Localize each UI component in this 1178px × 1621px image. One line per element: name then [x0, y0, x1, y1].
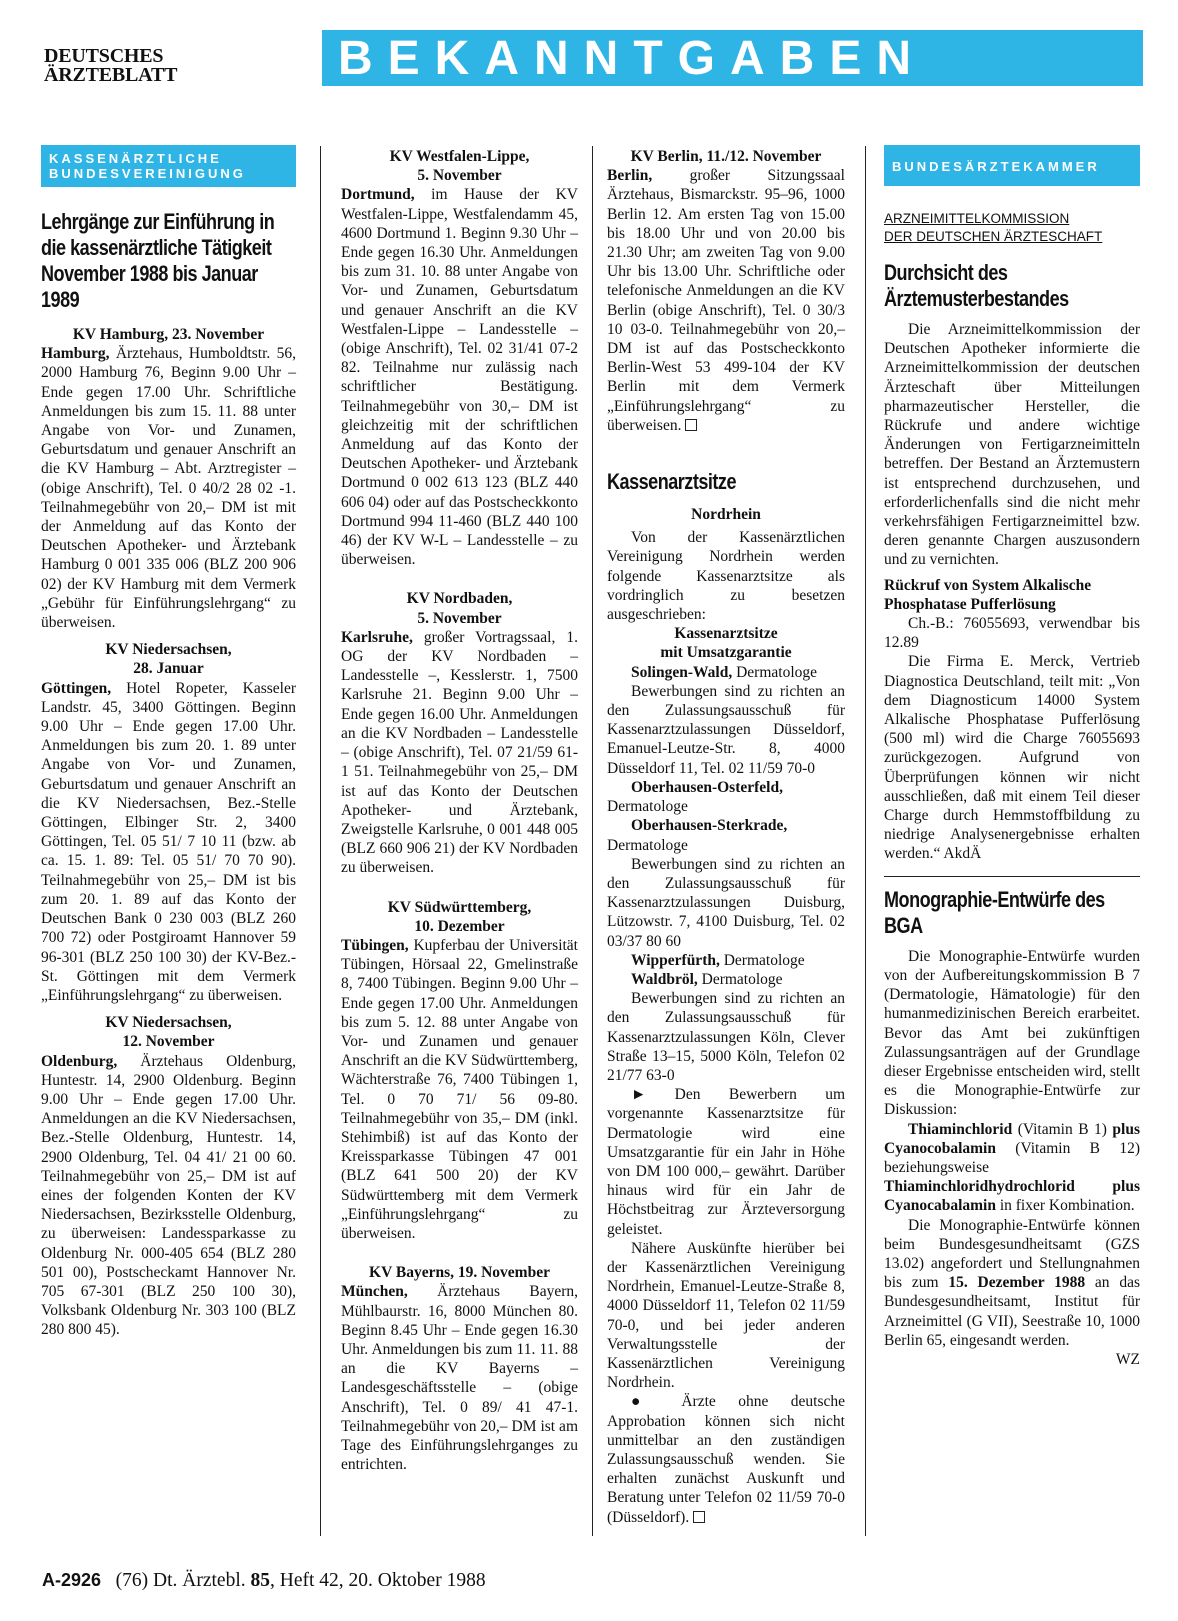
entry-place: Göttingen,	[41, 679, 112, 697]
entry-text	[341, 936, 578, 1243]
listing: Oberhausen-Sterkrade, Dermatologe	[607, 817, 788, 854]
masthead-logo	[44, 47, 177, 85]
masthead-line2: ÄRZTEBLATT	[44, 64, 178, 86]
listing: Solingen-Wald, Dermatologe	[631, 663, 818, 681]
commission-label: ARZNEIMITTELKOMMISSION DER DEUTSCHEN ÄRZTESCHAFT	[884, 211, 1103, 244]
column-divider	[592, 146, 593, 1536]
recall-heading: Rückruf von System Alkalische Phosphatase Pufferlösung	[884, 576, 1092, 613]
entry-place: Oldenburg,	[41, 1052, 118, 1070]
entry-place: Dortmund,	[341, 186, 415, 204]
entry-text	[607, 166, 845, 435]
column-divider	[865, 146, 866, 1536]
entry-text	[341, 185, 578, 569]
article-headline: Durchsicht des Ärztemusterbestandes	[884, 260, 1069, 311]
page-footer	[42, 1570, 486, 1592]
listing-text: Bewerbungen sind zu richten an den Zulassungsausschuß für Kassenarztzulassungen Duisburg, Lützowstr. 7, 4100 Duisburg, Tel. 02 03/37 80 60	[607, 855, 845, 950]
recall-batch: Ch.-B.: 76055693, verwendbar bis 12.89	[884, 615, 1140, 652]
entry-body: Hotel Ropeter, Kasseler Landstr. 45, 3400 Göttingen. Beginn 9.00 Uhr – Ende gegen 17.00 Uhr. Anmeldungen bis zum 20. 1. 89 unter Angabe von Vor- und Zunamen, Geburtsdatum und genauer Anschrift an die KV Niedersachsen, Bez.-Stelle Göttingen, Elbinger Str. 2, 3400 Göttingen, Tel. 05 51/ 7 10 11 (bzw. ab ca. 15. 1. 89: Tel. 05 51/ 70 70 90). Teilnahmegebühr von 25,– DM ist bis zum 20. 1. 89 auf das Konto der Deutschen Bank 0 230 003 (BLZ 260 700 72) oder Postgiroamt Hannover 59 96-301 (BLZ 250 100 30) der KV-Bez.-St. Göttingen mit dem Vermerk „Einführungslehrgang“ zu überweisen.	[41, 679, 296, 1004]
entry-body: großer Vortragssaal, 1. OG der KV Nordbaden – Landesstelle –, Kesslerstr. 1, 7500 Karlsruhe 21. Beginn 9.00 Uhr – Ende gegen 16.00 Uhr. Anmeldungen an die KV Nordbaden – Landesstelle – (obige Anschrift), Tel. 07 21/59 61- 1 51. Teilnahmegebühr von 25,– DM ist auf das Konto der Deutschen Apotheker- und Ärztebank, Zweigstelle Karlsruhe, 0 001 448 005 (BLZ 660 906 21) der KV Nordbaden zu überweisen.	[341, 628, 578, 877]
entry-heading: KV Niedersachsen, 12. November	[105, 1014, 232, 1051]
footer-citation: (76) Dt. Ärztebl.	[115, 1570, 251, 1591]
entry-place: Berlin,	[607, 167, 653, 185]
foreign-doctors-text: ● Ärzte ohne deutsche Approbation können sich nicht unmittelbar an den zuständigen Zulassungsausschuß wenden. Sie erhalten zunächst Auskunft und Beratung unter Telefon 02 11/59 70-0 (Düsseldorf).	[607, 1393, 845, 1526]
listing: Wipperfürth, Dermatologe	[631, 951, 805, 969]
signature: WZ	[1115, 1350, 1140, 1368]
entry-text	[41, 344, 296, 632]
divider	[884, 876, 1140, 877]
footer-issue: , Heft 42, 20. Oktober 1988	[270, 1570, 486, 1591]
column-4	[884, 145, 1140, 1369]
article-text: Die Monographie-Entwürfe wurden von der Aufbereitungskommission B 7 (Dermatologie, Hämatologie) für den humanmedizinischen Bereich erarbeitet. Bevor das Amt bei zukünftigen Zulassungsanträgen auf der Grundlage dieser Ergebnisse entscheiden wird, stellt es die Monographie-Entwürfe zur Diskussion:	[884, 947, 1140, 1119]
entry-heading: KV Berlin, 11./12. November	[630, 148, 822, 165]
column-divider	[320, 146, 321, 1536]
column-2	[341, 147, 578, 1474]
subheading: Kassenarztsitze mit Umsatzgarantie	[660, 625, 792, 662]
entry-body: Ärztehaus Bayern, Mühlbaurstr. 16, 8000 München 80. Beginn 8.45 Uhr – Ende gegen 16.30 Uhr. Anmeldungen bis zum 11. 11. 88 an die KV Bayerns – Landesgeschäftsstelle – (obige Anschrift), Tel. 0 89/ 41 47-1. Teilnahmegebühr von 20,– DM ist am Tage des Einführungslehrganges zu entrichten.	[341, 1283, 578, 1474]
guarantee-text: ► Den Bewerbern um vorgenannte Kassenarztsitze für Dermatologie wird eine Umsatzgarantie für ein Jahr in Höhe von DM 100 000,– gewährt. Darüber hinaus wird für ein Jahr de Höchstbeitrag zur Ärzteversorgung geleistet.	[607, 1086, 845, 1238]
entry-text	[41, 679, 296, 1005]
article-headline: Kassenarztsitze	[607, 469, 736, 495]
footer-volume: 85	[250, 1570, 271, 1591]
entry-heading: KV Südwürttemberg, 10. Dezember	[387, 898, 532, 935]
region-subheading: Nordrhein	[691, 506, 761, 524]
article-headline: Monographie-Entwürfe des BGA	[884, 886, 1105, 938]
column-3	[607, 147, 845, 1527]
masthead-line1: DEUTSCHES	[44, 45, 164, 67]
entry-place: Karlsruhe,	[341, 628, 413, 646]
entry-body: Ärztehaus, Humboldtstr. 56, 2000 Hamburg 76, Beginn 9.00 Uhr – Ende gegen 17.00 Uhr. Schriftliche Anmeldungen bis zum 15. 11. 88 unter Angabe von Vor- und Zunamen, Geburtsdatum und genauer Anschrift an die KV Hamburg – Abt. Arztregister – (obige Anschrift), Tel. 0 40/2 28 02 -1. Teilnahmegebühr von 20,– DM ist mit der Anmeldung auf das Konto der Deutschen Apotheker- und Ärztebank Hamburg 0 001 335 006 (BLZ 200 906 02) der KV Hamburg mit dem Vermerk „Gebühr für Einführungslehrgang“ zu überweisen.	[41, 345, 296, 632]
section-banner	[322, 30, 1143, 86]
listing: Oberhausen-Osterfeld, Dermatologe	[607, 778, 783, 816]
deadline-text: Die Monographie-Entwürfe können beim Bundesgesundheitsamt (GZS 13.02) angefordert und Stellungnahmen bis zum 15. Dezember 1988 an das Bundesgesundheitsamt, Institut für Arzneimittel (G VII), Seestraße 10, 1000 Berlin 65, eingesandt werden.	[884, 1216, 1140, 1349]
entry-body: Ärztehaus Oldenburg, Huntestr. 14, 2900 Oldenburg. Beginn 9.00 Uhr – Ende gegen 17.00 Uhr. Anmeldungen an die KV Niedersachsen, Bez.-Stelle Oldenburg, Huntestr. 14, 2900 Oldenburg, Tel. 04 41/ 21 00 60. Teilnahmegebühr von 25,– DM ist auf eines der folgenden Konten der KV Niedersachsen, Bezirksstelle Oldenburg, zu überweisen: Landessparkasse zu Oldenburg Nr. 000-405 654 (BLZ 280 501 00), Postscheckamt Hannover Nr. 705 67-301 (BLZ 250 100 30), Volksbank Oldenburg Nr. 303 100 (BLZ 280 800 45).	[41, 1052, 296, 1339]
recall-text: Die Firma E. Merck, Vertrieb Diagnostica Deutschland, teilt mit: „Von dem Diagnosticum 14000 System Alkalische Phosphatase Pufferlösung (500 ml) wird die Charge 76055693 zurückgezogen. Aufgrund von Überprüfungen können wir nicht ausschließen, daß mit einem Teil dieser Charge durch Hemmstoffbildung zu niedrige Analysenergebnisse erhalten werden.“ AkdÄ	[884, 653, 1140, 863]
section-tag-kbv	[41, 145, 296, 187]
banner-title: BEKANNTGABEN	[338, 32, 926, 85]
article-text: Die Arzneimittelkommission der Deutschen Apotheker informierte die Arzneimittelkommission der deutschen Ärzteschaft über Mitteilungen pharmazeutischer Hersteller, die Rückrufe und andere wichtige Änderungen von Fertigarzneimitteln betreffen. Der Bestand an Ärztemustern ist entsprechend durchzusehen, und erforderlichenfalls sind die nicht mehr verkehrsfähigen Fertigarzneimittel bzw. deren genannte Chargen auszusondern und zu vernichten.	[884, 321, 1140, 569]
entry-text	[341, 1282, 578, 1474]
page-number: A-2926	[42, 1570, 102, 1590]
entry-heading: KV Bayerns, 19. November	[369, 1264, 550, 1282]
entry-heading: KV Hamburg, 23. November	[72, 326, 265, 343]
section-tag-baek: BUNDESÄRZTEKAMMER	[884, 145, 1140, 186]
info-text: Nähere Auskünfte hierüber bei der Kassenärztlichen Vereinigung Nordrhein, Emanuel-Leutze-Straße 8, 4000 Düsseldorf 11, Telefon 02 11/59 70-0, und bei jeder anderen Verwaltungsstelle der Kassenärztlichen Vereinigung Nordrhein.	[607, 1239, 845, 1392]
entry-body: im Hause der KV Westfalen-Lippe, Westfalendamm 45, 4600 Dortmund 1. Beginn 9.30 Uhr – Ende gegen 16.30 Uhr. Anmeldungen bis zum 31. 10. 88 unter Angabe von Vor- und Zunamen, Geburtsdatum und genauer Anschrift an die KV Westfalen-Lippe – Landesstelle – (obige Anschrift), Tel. 02 31/41 07-2 82. Teilnahme nur zulässig nach schriftlicher Bestätigung. Teilnahmegebühr von 30,– DM ist gleichzeitig mit der schriftlichen Anmeldung auf das Konto der Deutschen Apotheker- und Ärztebank Dortmund 0 002 613 123 (BLZ 440 606 04) oder auf das Postscheckkonto Dortmund 994 11-460 (BLZ 440 100 46) der KV W-L – Landesstelle – zu überweisen.	[341, 186, 578, 569]
article-headline: Lehrgänge zur Einführung in die kassenärztliche Tätigkeit November 1988 bis Januar 1989	[41, 209, 275, 312]
entry-heading: KV Westfalen-Lippe, 5. November	[389, 148, 530, 185]
entry-heading: KV Niedersachsen, 28. Januar	[105, 641, 232, 678]
entry-body: Kupferbau der Universität Tübingen, Hörsaal 22, Gmelinstraße 8, 7400 Tübingen. Beginn 9.00 Uhr – Ende gegen 17.00 Uhr. Anmeldungen bis zum 5. 12. 88 unter Angabe von Vor- und Zunamen und genauer Anschrift an die KV Südwürttemberg, Wächterstraße 76, 7400 Tübingen 1, Tel. 0 70 71/ 56 09-80. Teilnahmegebühr von 35,– DM (inkl. Stehimbiß) ist auf das Konto der Kreissparkasse Tübingen 47 001 (BLZ 641 500 20) der KV Südwürttemberg mit dem Vermerk „Einführungslehrgang“ zu überweisen.	[341, 936, 578, 1242]
entry-heading: KV Nordbaden, 5. November	[406, 590, 513, 627]
drug-text: Thiaminchlorid (Vitamin B 1) plus Cyanocobalamin (Vitamin B 12) beziehungsweise Thiaminchloridhydrochlorid plus Cyanocabalamin in fixer Kombination.	[884, 1120, 1140, 1215]
entry-place: Hamburg,	[41, 345, 110, 363]
tag-line: KASSENÄRZTLICHE	[49, 151, 222, 166]
signature: AkdÄ	[943, 845, 982, 863]
intro-text: Von der Kassenärztlichen Vereinigung Nordrhein werden folgende Kassenarztsitze als vordringlich zu besetzen ausgeschrieben:	[607, 529, 845, 624]
listing-text: Bewerbungen sind zu richten an den Zulassungsausschuß für Kassenarztzulassungen Düsseldorf, Emanuel-Leutze-Str. 8, 4000 Düsseldorf 11, Tel. 02 11/59 70-0	[607, 682, 845, 777]
entry-text	[41, 1052, 296, 1340]
end-mark-icon	[685, 419, 697, 431]
column-1	[41, 145, 296, 1340]
end-mark-icon	[693, 1511, 705, 1523]
tag-line: BUNDESVEREINIGUNG	[49, 166, 246, 181]
entry-place: Tübingen,	[341, 936, 409, 954]
entry-text	[341, 628, 578, 878]
entry-body: großer Sitzungssaal Ärztehaus, Bismarckstr. 95–96, 1000 Berlin 12. Am ersten Tag von 15.00 bis 18.00 Uhr und von 20.00 bis 21.30 Uhr; am zweiten Tag von 9.00 Uhr bis 13.00 Uhr. Schriftliche oder telefonische Anmeldungen an die KV Berlin (obige Anschrift), Tel. 0 30/3 10 03-0. Teilnahmegebühr von 20,– DM ist auf das Postscheckkonto Berlin-West 53 499-104 der KV Berlin mit dem Vermerk „Einführungslehrgang“ zu überweisen.	[607, 167, 845, 434]
entry-place: München,	[341, 1283, 408, 1301]
listing-text: Bewerbungen sind zu richten an den Zulassungsausschuß für Kassenarztzulassungen Köln, Clever Straße 13–15, 5000 Köln, Telefon 02 21/77 63-0	[607, 990, 845, 1084]
listing: Waldbröl, Dermatologe	[631, 970, 783, 988]
